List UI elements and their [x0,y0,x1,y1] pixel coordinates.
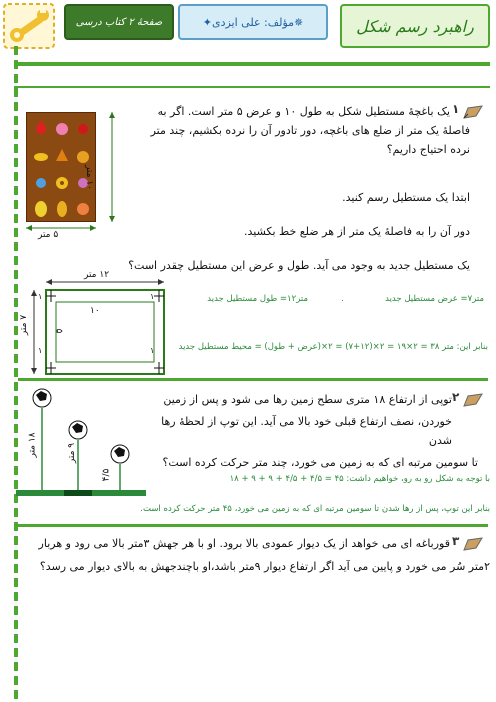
q2-line-2: خوردن، نصف ارتفاع قبلی خود بالا می آید. این توپ از لحظهٔ رها شدن [161,415,452,447]
page-title [340,4,490,48]
garden-width-label: ۵ متر [38,230,59,240]
page-reference-text: صفحهٔ ۲ کتاب درسی [75,16,163,28]
ball-icon [33,389,51,407]
q1-line-1: یک باغچهٔ مستطیل شکل به طول ۱۰ و عرض ۵ متر است. اگر به [157,105,450,118]
left-margin-line [14,46,18,702]
q3-line-1: قورباغه ای می خواهد از یک دیوار عمودی بالا برود. او با هر جهش ۳متر بالا می رود و هربار [38,537,450,550]
ball-icon [111,445,129,463]
header-divider [14,62,490,66]
height-label-4-5: ۴/۵ [101,468,112,482]
margin-label-tl: ۱ [38,292,43,301]
question-number-1: ۱ [452,102,460,116]
margin-label-bl: ۱ [38,346,43,355]
answer-conclusion: بنابر این توپ، پس از رها شدن تا سومین مرتبه ای که به زمین می خورد، ۴۵ متر حرکت کرده است. [140,504,490,514]
new-width-label: ۷ متر [19,314,30,336]
height-label-9: ۹ متر [67,442,78,464]
q2-line-3: تا سومین مرتبه ای که به زمین می خورد، چند متر حرکت کرده است؟ [162,456,478,469]
header-divider-thin [14,86,490,88]
ball-icon [69,421,87,439]
question-number-3: ۳ [452,534,460,548]
q3-line-2: ۲متر سُر می خورد و پایین می آید اگر ارتفاع دیوار ۹متر باشد،او باچندجهش به بالای دیوار می رسد؟ [39,560,490,573]
q2-line-1: توپی از ارتفاع ۱۸ متری سطح زمین رها می شود و پس از زمین [163,393,452,406]
margin-label-br: ۱ [150,346,155,355]
q1-line-2: فاصلهٔ یک متر از ضلع های باغچه، دور تادور آن را نرده بکشیم، چند متر [150,124,470,137]
garden-length-label: ۱۰ متر [84,164,94,190]
q1-line-3: نرده احتیاج داریم؟ [386,143,470,156]
question-3-text [30,534,490,576]
answer-width: متر۷= عرض مستطیل جدید [385,294,484,304]
q1-step-1: ابتدا یک مستطیل رسم کنید. [342,191,470,204]
author-text: ✦مؤلف: علی ایزدی✵ [202,15,304,29]
answer-length: متر۱۲= طول مستطیل جدید [207,294,308,304]
author-label [178,4,328,40]
height-label-18: ۱۸ متر [27,432,38,458]
question-number-2: ۲ [452,390,460,404]
logo-wrench-icon [3,3,55,49]
new-length-label: ۱۲ متر [84,270,110,280]
pencil-icon [462,536,486,552]
answer-perimeter: بنابر این: متر ۳۸ = ۲×۱۹ = ۲×(۱۲+۷) = ۲×(عرض + طول) = محیط مستطیل جدید [178,342,488,352]
page-reference-label [64,4,174,40]
q1-step-2: دور آن را به فاصلهٔ یک متر از هر ضلع خط بکشید. [244,225,470,238]
answer-separator: . [341,294,344,304]
inner-length-label: ۱۰ [90,306,100,316]
section-divider [18,524,488,527]
pencil-icon [462,392,486,408]
page-title-text: راهبرد رسم شکل [356,16,474,36]
inner-width-label: ۵ [53,328,64,334]
rectangle-diagram [20,276,180,386]
garden-dimensions [24,110,134,235]
question-1-text [140,102,470,159]
q1-step-3: یک مستطیل جدید به وجود می آید. طول و عرض این مستطیل چقدر است؟ [128,259,470,272]
question-2-text [148,390,478,472]
section-divider [18,378,488,381]
margin-label-tr: ۱ [150,292,155,301]
answer-sum: با توجه به شکل رو به رو، خواهیم داشت: ۴۵ = ۴/۵ + ۴/۵ + ۹ + ۹ + ۱۸ [229,474,490,484]
pencil-icon [462,104,486,120]
